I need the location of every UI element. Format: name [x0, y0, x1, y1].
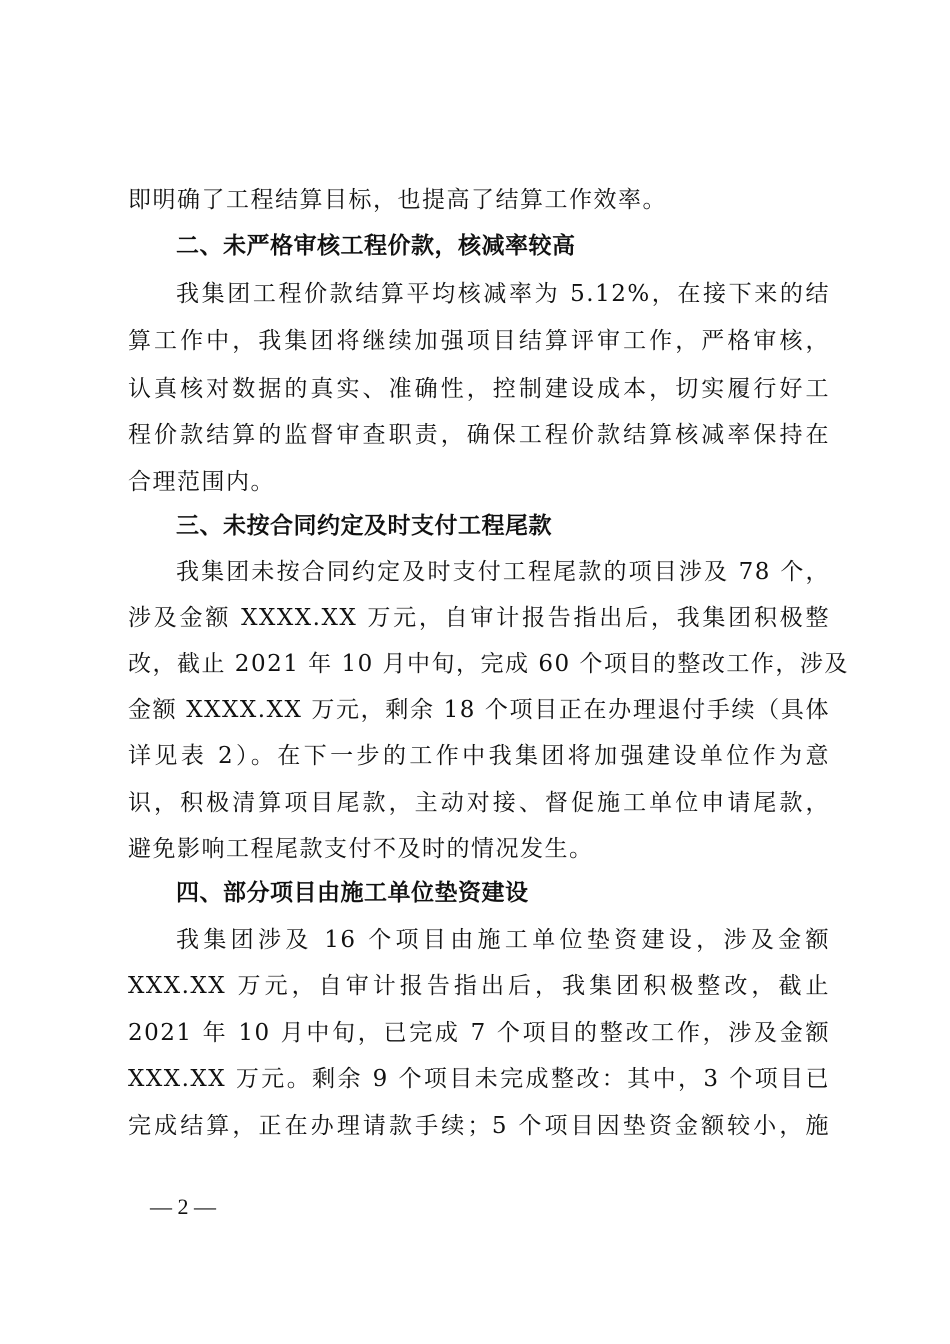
paragraph-line: 认真核对数据的真实、准确性，控制建设成本，切实履行好工 — [128, 376, 830, 402]
section-heading: 四、部分项目由施工单位垫资建设 — [176, 880, 529, 906]
paragraph-line: 2021 年 10 月中旬，已完成 7 个项目的整改工作，涉及金额 — [128, 1020, 830, 1046]
paragraph-line: 算工作中，我集团将继续加强项目结算评审工作，严格审核， — [128, 328, 830, 354]
page-number: — 2 — — [150, 1194, 216, 1219]
paragraph-line: 合理范围内。 — [128, 469, 275, 495]
section-heading: 三、未按合同约定及时支付工程尾款 — [176, 513, 552, 539]
paragraph-line: 详见表 2）。在下一步的工作中我集团将加强建设单位作为意 — [128, 743, 830, 769]
paragraph-line: 避免影响工程尾款支付不及时的情况发生。 — [128, 836, 594, 862]
paragraph-line: 金额 XXXX.XX 万元，剩余 18 个项目正在办理退付手续（具体 — [128, 697, 830, 723]
paragraph-line: 改，截止 2021 年 10 月中旬，完成 60 个项目的整改工作，涉及 — [128, 651, 849, 677]
paragraph-line: 涉及金额 XXXX.XX 万元，自审计报告指出后，我集团积极整 — [128, 605, 830, 631]
paragraph-line: 我集团工程价款结算平均核减率为 5.12%，在接下来的结 — [176, 281, 830, 307]
paragraph-line: 识，积极清算项目尾款，主动对接、督促施工单位申请尾款， — [128, 790, 830, 816]
paragraph-line: 程价款结算的监督审查职责，确保工程价款结算核减率保持在 — [128, 422, 830, 448]
paragraph-line: 我集团未按合同约定及时支付工程尾款的项目涉及 78 个， — [176, 559, 830, 585]
paragraph-line: XXX.XX 万元。剩余 9 个项目未完成整改：其中，3 个项目已 — [128, 1066, 830, 1092]
paragraph-line: 我集团涉及 16 个项目由施工单位垫资建设，涉及金额 — [176, 927, 830, 953]
paragraph-line: XXX.XX 万元，自审计报告指出后，我集团积极整改，截止 — [128, 973, 830, 999]
paragraph-line: 即明确了工程结算目标，也提高了结算工作效率。 — [128, 187, 667, 213]
section-heading: 二、未严格审核工程价款，核减率较高 — [176, 233, 576, 259]
paragraph-line: 完成结算，正在办理请款手续；5 个项目因垫资金额较小，施 — [128, 1113, 830, 1139]
